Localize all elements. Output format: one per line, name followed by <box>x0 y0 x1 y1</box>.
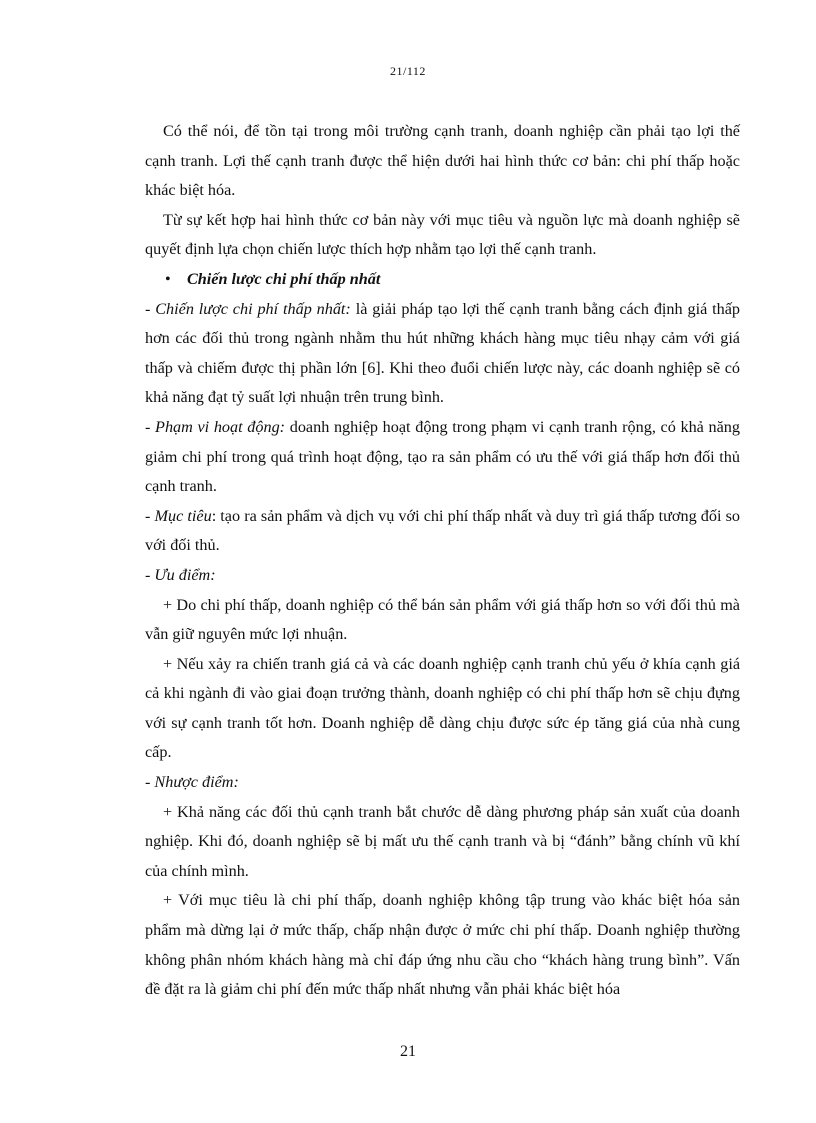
paragraph: + Nếu xảy ra chiến tranh giá cả và các doanh nghiệp cạnh tranh chủ yếu ở khía cạnh giá cả khi ngành đi vào giai đoạn trưởng thành, doanh nghiệp có chi phí thấp hơn sẽ chịu đựng với sự cạnh tranh tốt hơn. Doanh nghiệp dễ dàng chịu được sức ép tăng giá của nhà cung cấp. <box>145 654 740 762</box>
paragraph <box>145 502 740 561</box>
term-label: - Phạm vi hoạt động: <box>145 417 286 436</box>
section-heading-text: Chiến lược chi phí thấp nhất <box>187 269 381 288</box>
term-label: - Nhược điểm: <box>145 773 239 792</box>
paragraph: + Do chi phí thấp, doanh nghiệp có thể bán sản phẩm với giá thấp hơn so với đối thủ mà vẫn giữ nguyên mức lợi nhuận. <box>145 595 740 644</box>
paragraph: + Với mục tiêu là chi phí thấp, doanh nghiệp không tập trung vào khác biệt hóa sản phẩm mà dừng lại ở mức thấp, chấp nhận được ở mức chi phí thấp. Doanh nghiệp thường không phân nhóm khách hàng mà chỉ đáp ứng nhu cầu cho “khách hàng trung bình”. Vấn đề đặt ra là giảm chi phí đến mức thấp nhất nhưng vẫn phải khác biệt hóa <box>145 891 740 999</box>
term-text: doanh nghiệp hoạt động trong phạm vi cạnh tranh rộng, có khả năng giảm chi phí trong quá trình hoạt động, tạo ra sản phẩm có ưu thế với giá thấp hơn đối thủ cạnh tranh. <box>145 417 740 496</box>
section-heading <box>145 265 740 295</box>
term-label: - Ưu điểm: <box>145 565 216 584</box>
paragraph <box>145 413 740 502</box>
term-text: là giải pháp tạo lợi thế cạnh tranh bằng cách định giá thấp hơn các đối thủ trong ngành nhằm thu hút những khách hàng mục tiêu nhạy cảm với giá thấp và chiếm được thị phần lớn [6]. Khi theo đuổi chiến lược này, các doanh nghiệp sẽ có khả năng đạt tỷ suất lợi nhuận trên trung bình. <box>145 299 740 407</box>
paragraph <box>145 768 740 798</box>
paragraph: + Khả năng các đối thủ cạnh tranh bắt chước dễ dàng phương pháp sản xuất của doanh nghiệp. Khi đó, doanh nghiệp sẽ bị mất ưu thế cạnh tranh và bị “đánh” bằng chính vũ khí của chính mình. <box>145 802 740 880</box>
page-counter: 21/112 <box>390 64 426 78</box>
document-body <box>145 117 740 1005</box>
paragraph <box>145 561 740 591</box>
paragraph: Từ sự kết hợp hai hình thức cơ bản này với mục tiêu và nguồn lực mà doanh nghiệp sẽ quyết định lựa chọn chiến lược thích hợp nhằm tạo lợi thế cạnh tranh. <box>145 210 740 259</box>
term-text: : tạo ra sản phẩm và dịch vụ với chi phí thấp nhất và duy trì giá thấp tương đối so với đối thủ. <box>145 506 740 555</box>
paragraph <box>145 295 740 413</box>
term-label: - Mục tiêu <box>145 506 212 525</box>
term-label: - Chiến lược chi phí thấp nhất: <box>145 299 351 318</box>
paragraph: Có thể nói, để tồn tại trong môi trường cạnh tranh, doanh nghiệp cần phải tạo lợi thế cạnh tranh. Lợi thế cạnh tranh được thể hiện dưới hai hình thức cơ bản: chi phí thấp hoặc khác biệt hóa. <box>145 122 740 200</box>
page-number: 21 <box>400 1043 416 1060</box>
bullet-icon: • <box>165 269 171 288</box>
